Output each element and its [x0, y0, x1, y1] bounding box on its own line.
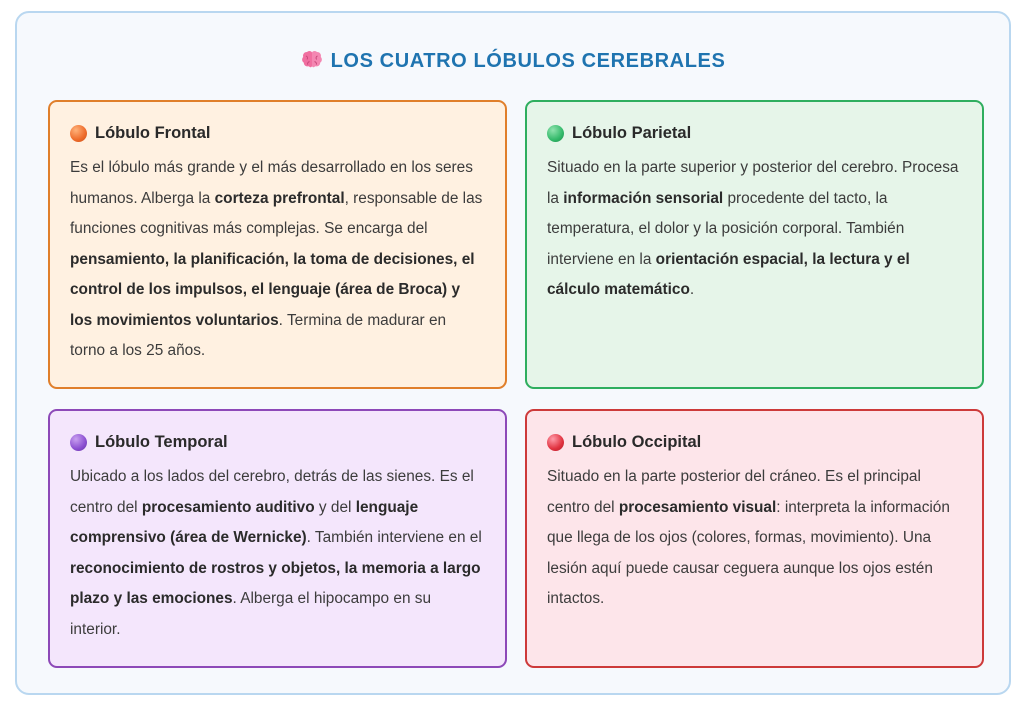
- brain-icon: [301, 49, 323, 75]
- parietal-bold-1: información sensorial: [563, 189, 724, 207]
- frontal-text-3: . Termina de madurar en torno a los 25 años.: [70, 311, 447, 359]
- page-title: [17, 49, 1009, 75]
- parietal-text-2: procedente del tacto, la temperatura, el dolor y la posición corporal. También interviene en la: [547, 189, 905, 268]
- temporal-text-1: Ubicado a los lados del cerebro, detrás de las sienes. Es el centro del: [70, 468, 474, 516]
- temporal-heading-text: Lóbulo Temporal: [95, 433, 228, 451]
- card-temporal: [48, 409, 507, 668]
- temporal-text-3: . También interviene en el: [306, 529, 482, 546]
- card-frontal: [48, 100, 507, 389]
- card-parietal-heading: [547, 124, 962, 143]
- frontal-description: [70, 153, 485, 367]
- temporal-text-4: . Alberga el hipocampo en su interior.: [70, 590, 432, 638]
- occipital-text-2: : interpreta la información que llega de los ojos (colores, formas, movimiento). Una lesión aquí puede causar ceguera aunque los ojos estén intactos.: [547, 498, 950, 607]
- occipital-heading-text: Lóbulo Occipital: [572, 433, 702, 451]
- occipital-text-1: Situado en la parte posterior del cráneo. Es el principal centro del: [547, 468, 921, 516]
- temporal-bold-2: lenguaje comprensivo (área de Wernicke): [70, 498, 419, 546]
- frontal-bold-1: corteza prefrontal: [214, 189, 345, 207]
- parietal-heading-text: Lóbulo Parietal: [572, 124, 692, 142]
- occipital-description: [547, 462, 962, 615]
- frontal-text-1: Es el lóbulo más grande y el más desarrollado en los seres humanos. Alberga la: [70, 159, 473, 207]
- green-circle-icon: [547, 125, 564, 142]
- occipital-bold-1: procesamiento visual: [618, 498, 777, 516]
- frontal-heading-text: Lóbulo Frontal: [95, 124, 211, 142]
- card-frontal-heading: [70, 124, 485, 143]
- temporal-bold-1: procesamiento auditivo: [141, 498, 315, 516]
- temporal-text-2: y del: [314, 498, 356, 516]
- temporal-bold-3: reconocimiento de rostros y objetos, la memoria a largo plazo y las emociones: [70, 559, 481, 607]
- card-temporal-heading: [70, 433, 485, 452]
- red-circle-icon: [547, 434, 564, 451]
- frontal-text-2: , responsable de las funciones cognitivas más complejas. Se encarga del: [70, 189, 483, 237]
- orange-circle-icon: [70, 125, 87, 142]
- purple-circle-icon: [70, 434, 87, 451]
- card-occipital: [525, 409, 984, 668]
- card-parietal: [525, 100, 984, 389]
- parietal-text-1: Situado en la parte superior y posterior del cerebro. Procesa la: [547, 159, 959, 207]
- parietal-text-3: .: [689, 281, 695, 298]
- parietal-description: [547, 153, 962, 306]
- main-panel: [15, 11, 1011, 695]
- frontal-bold-2: pensamiento, la planificación, la toma de decisiones, el control de los impulsos, el lenguaje (área de Broca) y los movimientos voluntarios: [70, 250, 475, 329]
- card-occipital-heading: [547, 433, 962, 452]
- parietal-bold-2: orientación espacial, la lectura y el cálculo matemático: [547, 250, 910, 298]
- temporal-description: [70, 462, 485, 645]
- title-text: LOS CUATRO LÓBULOS CEREBRALES: [330, 50, 726, 72]
